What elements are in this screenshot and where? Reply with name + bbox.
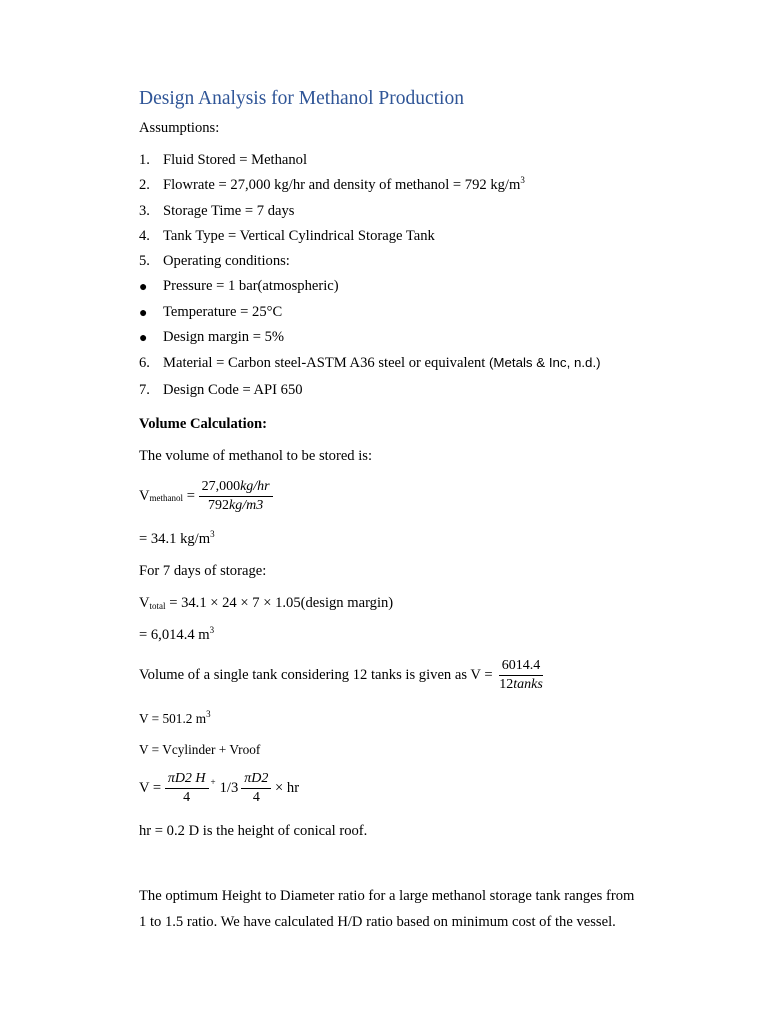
fraction-denominator: 4: [183, 790, 191, 805]
list-text: Operating conditions:: [163, 253, 290, 269]
paragraph: For 7 days of storage:: [139, 563, 267, 579]
bullet-icon: ●: [139, 306, 148, 321]
equation-result: [139, 529, 215, 547]
result-text: = 6,014.4 m: [139, 627, 210, 643]
equation-volume-expansion: [139, 772, 299, 805]
equation-result: [139, 625, 215, 643]
superscript: 3: [210, 529, 215, 539]
fraction-numerator: 6014.4: [499, 659, 544, 676]
list-item: [139, 175, 525, 193]
list-text: Material = Carbon steel-ASTM A36 steel or equivalent: [163, 355, 489, 371]
list-number: 7.: [139, 382, 150, 398]
plus-sign: +: [210, 777, 216, 787]
list-text: Fluid Stored = Methanol: [163, 152, 308, 168]
list-item: [139, 356, 601, 371]
equation-total-volume: [139, 596, 393, 611]
fraction: [496, 659, 546, 692]
subscript: total: [149, 601, 166, 611]
equals-sign: =: [183, 488, 199, 505]
list-text: Storage Time = 7 days: [163, 203, 295, 219]
bullet-icon: ●: [139, 331, 148, 346]
equation-lhs: V: [139, 595, 150, 611]
list-text: Flowrate = 27,000 kg/hr and density of methanol = 792 kg/m: [163, 177, 521, 193]
numerator-value: 27,000: [201, 479, 241, 494]
fraction: [165, 772, 209, 805]
bullet-text: Temperature = 25°C: [163, 304, 283, 320]
equation-methanol-volume: [139, 480, 273, 513]
fraction-numerator: πD2 H: [165, 772, 209, 789]
list-number: 3.: [139, 203, 150, 219]
fraction: [241, 772, 271, 805]
bullet-text: Pressure = 1 bar(atmospheric): [163, 278, 339, 294]
list-text: Design Code = API 650: [163, 382, 303, 398]
fraction-denominator: [205, 497, 266, 513]
equation-volume-sum: V = Vcylinder + Vroof: [139, 742, 261, 757]
bullet-item: [139, 330, 284, 345]
list-item: [139, 153, 307, 168]
fraction: [199, 480, 273, 513]
denominator-value: 792: [208, 498, 229, 513]
list-number: 6.: [139, 355, 150, 371]
document-title: Design Analysis for Methanol Production: [139, 88, 464, 109]
bullet-text: Design margin = 5%: [163, 329, 285, 345]
paragraph-line: The optimum Height to Diameter ratio for a large methanol storage tank ranges from: [139, 888, 635, 904]
fraction-denominator: 4: [252, 790, 260, 805]
list-item: [139, 254, 290, 269]
denominator-unit: tanks: [513, 677, 543, 692]
fraction-numerator: πD2: [241, 772, 271, 789]
subscript: methanol: [149, 493, 184, 503]
list-number: 2.: [139, 177, 150, 193]
bullet-item: [139, 279, 339, 294]
fraction-denominator: [496, 676, 546, 692]
list-item: [139, 229, 435, 244]
citation: (Metals & Inc, n.d.): [488, 355, 601, 370]
denominator-value: 12: [499, 677, 514, 692]
assumptions-label: Assumptions:: [139, 120, 220, 136]
equation-lhs: V: [139, 488, 150, 505]
equation-single-tank: [139, 659, 546, 692]
result-text: = 34.1 kg/m: [139, 531, 211, 547]
equation-lhs: V =: [139, 780, 165, 797]
equation-coefficient: 1/3: [219, 780, 239, 797]
list-number: 4.: [139, 228, 150, 244]
paragraph: The volume of methanol to be stored is:: [139, 448, 373, 464]
equation-tail: × hr: [271, 780, 300, 797]
equation-rhs: = 34.1 × 24 × 7 × 1.05(design margin): [165, 595, 394, 611]
list-item: [139, 204, 294, 219]
list-number: 5.: [139, 253, 150, 269]
superscript: 3: [209, 625, 215, 635]
list-number: 1.: [139, 152, 150, 168]
superscript: 3: [206, 709, 211, 719]
bullet-item: [139, 305, 282, 320]
bullet-icon: ●: [139, 280, 148, 295]
denominator-unit: kg/m3: [229, 498, 264, 513]
numerator-unit: kg/hr: [240, 479, 270, 494]
fraction-numerator: [199, 480, 273, 497]
equation-text: Volume of a single tank considering 12 tanks is given as V =: [139, 667, 497, 684]
paragraph-line: 1 to 1.5 ratio. We have calculated H/D ratio based on minimum cost of the vessel.: [139, 914, 616, 930]
list-text: Tank Type = Vertical Cylindrical Storage Tank: [163, 228, 435, 244]
result-text: V = 501.2 m: [139, 711, 207, 726]
superscript: 3: [520, 175, 525, 185]
list-item: [139, 383, 303, 398]
equation-result: [139, 709, 211, 726]
section-heading: Volume Calculation:: [139, 416, 267, 432]
paragraph: hr = 0.2 D is the height of conical roof.: [139, 823, 368, 839]
